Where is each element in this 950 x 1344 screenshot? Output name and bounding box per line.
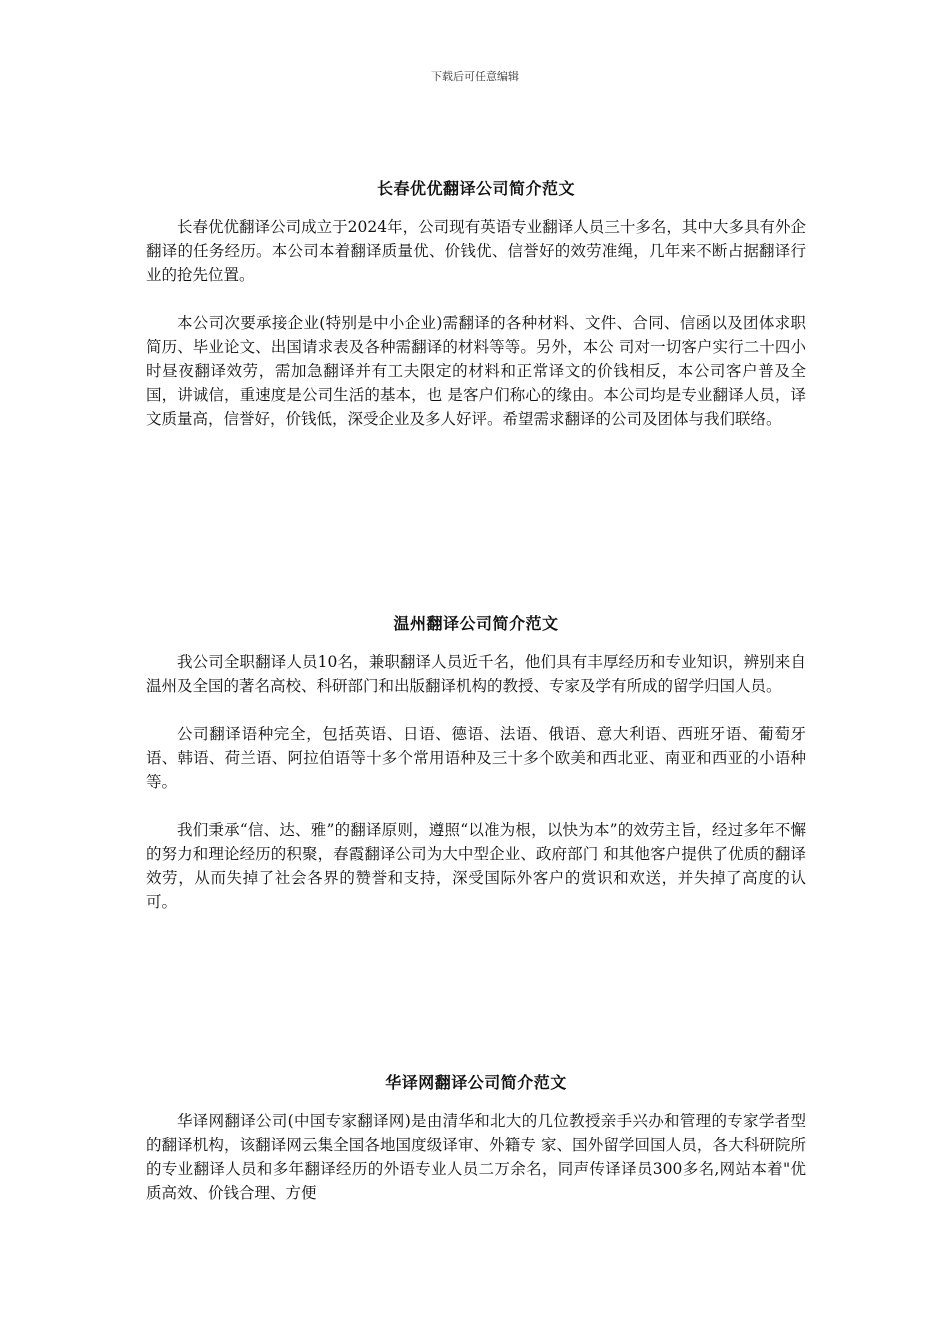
section-title: 长春优优翻译公司简介范文 — [376, 179, 575, 198]
paragraph: 华译网翻译公司(中国专家翻译网)是由清华和北大的几位教授亲手兴办和管理的专家学者型的翻译机构，该翻译网云集全国各地国度级译审、外籍专 家、国外留学回国人员，各大科研院所的专业翻译人员和多年翻译经历的外语专业人员二万余名，同声传译译员300多名,网站本着"优质高效、价钱合理、方便 — [146, 1112, 806, 1202]
section-huayiwang — [146, 1070, 806, 1229]
page-header-note: 下载后可任意编辑 — [431, 70, 519, 83]
paragraph: 我们秉承“信、达、雅”的翻译原则，遵照“以准为根，以快为本”的效劳主旨，经过多年不懈的努力和理论经历的积聚，春霞翻译公司为大中型企业、政府部门 和其他客户提供了优质的翻译效劳，从而失掉了社会各界的赞誉和支持，深受国际外客户的赏识和欢送，并失掉了高度的认可。 — [146, 821, 806, 911]
paragraph: 本公司次要承接企业(特别是中小企业)需翻译的各种材料、文件、合同、信函以及团体求职简历、毕业论文、出国请求表及各种需翻译的材料等等。另外，本公 司对一切客户实行二十四小时昼夜翻译效劳，需加急翻译并有工夫限定的材料和正常译文的价钱相反，本公司客户普及全国，讲诚信，重速度是公司生活的基本，也 是客户们称心的缘由。本公司均是专业翻译人员，译文质量高，信誉好，价钱低，深受企业及多人好评。希望需求翻译的公司及团体与我们联络。 — [146, 314, 806, 428]
section-wenzhou — [146, 611, 806, 938]
section-title: 温州翻译公司简介范文 — [393, 614, 559, 633]
paragraph: 公司翻译语种完全，包括英语、日语、德语、法语、俄语、意大利语、西班牙语、葡萄牙语、韩语、荷兰语、阿拉伯语等十多个常用语种及三十多个欧美和西北亚、南亚和西亚的小语种等。 — [146, 725, 806, 791]
paragraph: 我公司全职翻译人员10名，兼职翻译人员近千名，他们具有丰厚经历和专业知识，辨别来自温州及全国的著名高校、科研部门和出版翻译机构的教授、专家及学有所成的留学归国人员。 — [146, 653, 806, 695]
section-changchun — [146, 176, 806, 455]
section-title: 华译网翻译公司简介范文 — [385, 1073, 567, 1092]
paragraph: 长春优优翻译公司成立于2024年，公司现有英语专业翻译人员三十多名，其中大多具有外企翻译的任务经历。本公司本着翻译质量优、价钱优、信誉好的效劳准绳，几年来不断占据翻译行业的抢先位置。 — [146, 218, 806, 284]
